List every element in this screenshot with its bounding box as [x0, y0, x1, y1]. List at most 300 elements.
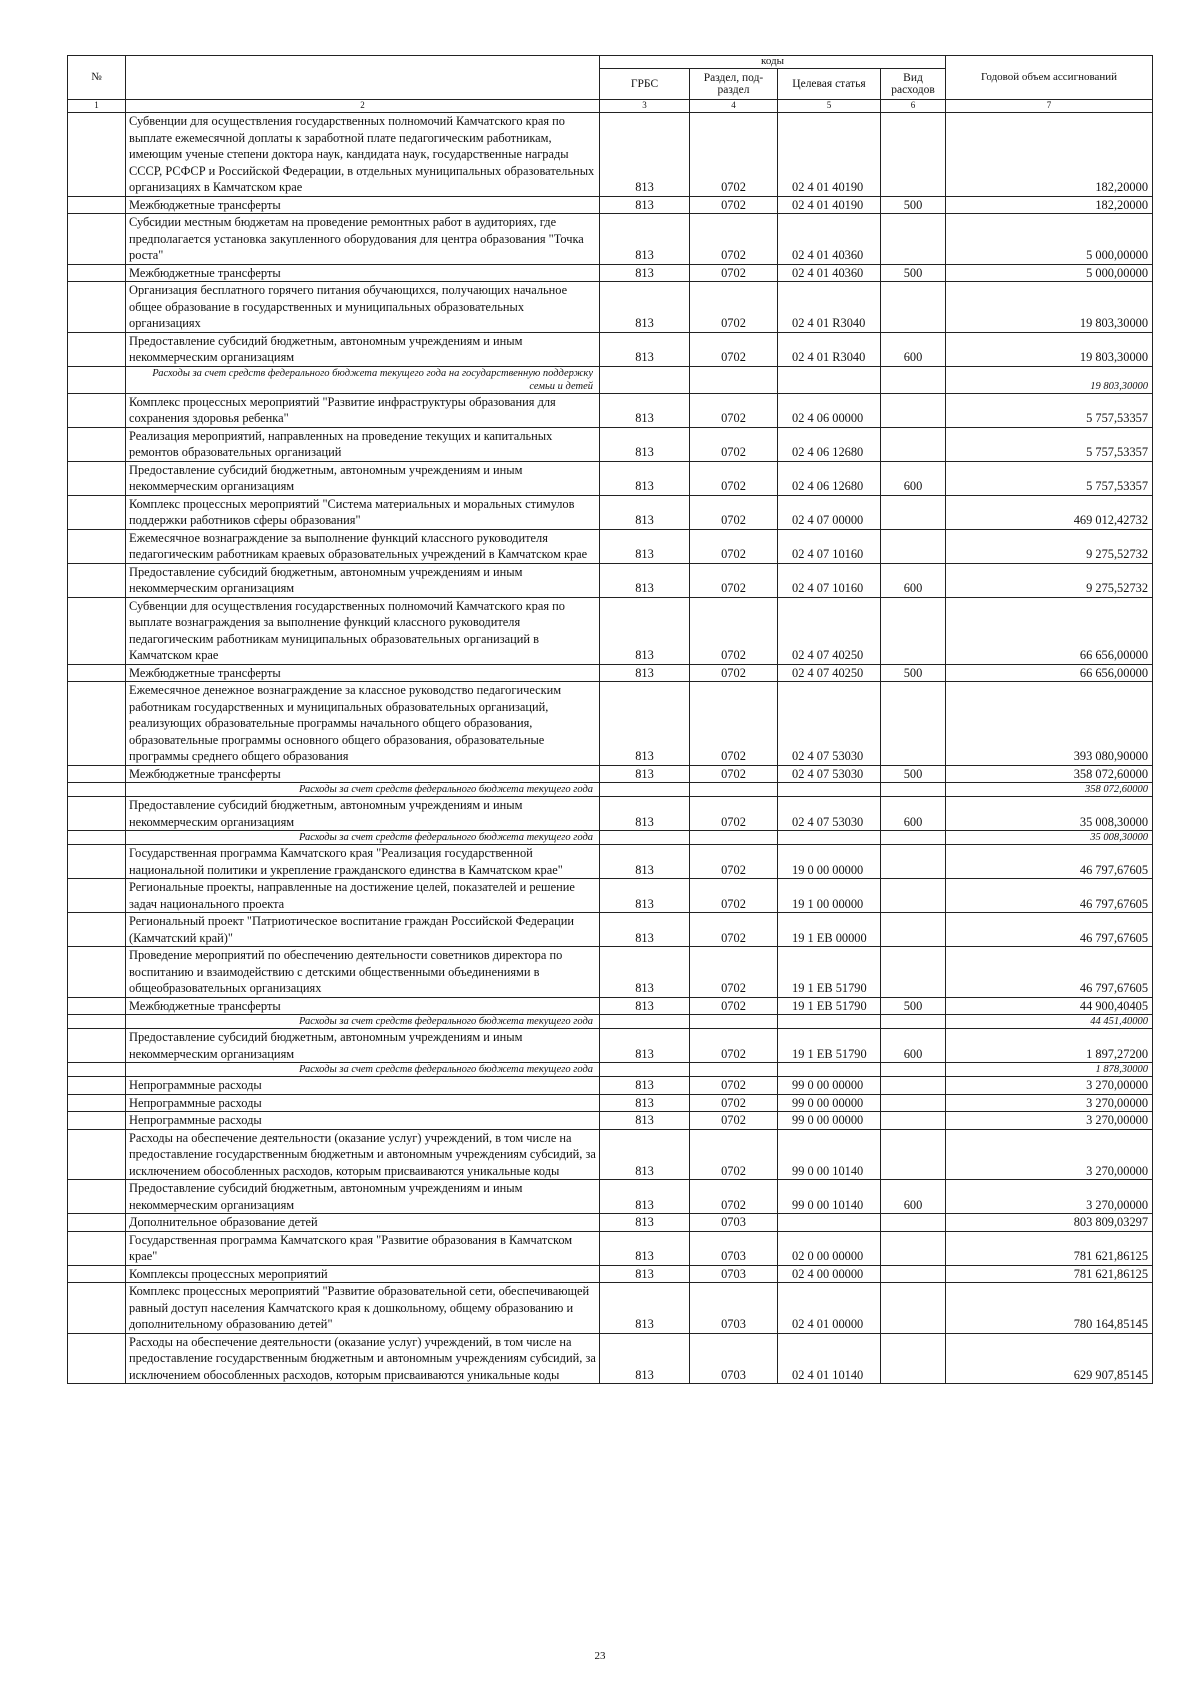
table-row	[68, 765, 1153, 783]
cell-name: Комплекс процессных мероприятий "Система материальных и моральных стимулов поддержки работников сферы образования"	[126, 495, 600, 529]
cell-num	[68, 1180, 126, 1214]
cell-num	[68, 113, 126, 197]
cell-name: Межбюджетные трансферты	[126, 765, 600, 783]
table-row	[68, 682, 1153, 766]
cell-name: Проведение мероприятий по обеспечению деятельности советников директора по воспитанию и взаимодействию с детскими общественными объединениями в общеобразовательных организациях	[126, 947, 600, 998]
col-number: 1	[68, 100, 126, 113]
header-codes: коды	[600, 56, 946, 69]
cell-target: 02 4 01 40360	[778, 214, 881, 265]
cell-amount: 5 000,00000	[946, 214, 1153, 265]
cell-num	[68, 1231, 126, 1265]
cell-amount: 46 797,67605	[946, 947, 1153, 998]
cell-grbs	[600, 1063, 690, 1077]
cell-vid: 500	[881, 264, 946, 282]
cell-amount: 66 656,00000	[946, 664, 1153, 682]
cell-name: Расходы за счет средств федерального бюджета текущего года	[126, 1015, 600, 1029]
table-row-federal-note	[68, 1015, 1153, 1029]
table-row	[68, 196, 1153, 214]
cell-amount: 182,20000	[946, 113, 1153, 197]
cell-name: Расходы за счет средств федерального бюджета текущего года	[126, 783, 600, 797]
cell-grbs	[600, 1015, 690, 1029]
cell-name: Комплекс процессных мероприятий "Развитие образовательной сети, обеспечивающей равный доступ населения Камчатского края к дошкольному, общему образованию и дополнительному образованию детей"	[126, 1283, 600, 1334]
cell-target: 02 4 07 10160	[778, 563, 881, 597]
cell-vid	[881, 282, 946, 333]
cell-vid	[881, 1077, 946, 1095]
cell-vid: 600	[881, 461, 946, 495]
cell-num	[68, 1063, 126, 1077]
table-row	[68, 113, 1153, 197]
cell-amount: 3 270,00000	[946, 1077, 1153, 1095]
cell-num	[68, 1029, 126, 1063]
cell-grbs: 813	[600, 427, 690, 461]
table-row	[68, 597, 1153, 664]
cell-razdel	[690, 1063, 778, 1077]
table-row-federal-note	[68, 783, 1153, 797]
cell-name: Межбюджетные трансферты	[126, 264, 600, 282]
cell-num	[68, 563, 126, 597]
cell-name: Расходы за счет средств федерального бюджета текущего года на государственную поддержку семьи и детей	[126, 366, 600, 393]
cell-amount: 19 803,30000	[946, 366, 1153, 393]
col-number: 3	[600, 100, 690, 113]
table-row	[68, 1094, 1153, 1112]
cell-vid	[881, 831, 946, 845]
cell-razdel: 0702	[690, 797, 778, 831]
cell-razdel: 0702	[690, 427, 778, 461]
table-row	[68, 997, 1153, 1015]
cell-amount: 66 656,00000	[946, 597, 1153, 664]
cell-target: 02 4 00 00000	[778, 1265, 881, 1283]
cell-grbs: 813	[600, 393, 690, 427]
cell-name: Региональные проекты, направленные на достижение целей, показателей и решение задач национального проекта	[126, 879, 600, 913]
cell-grbs: 813	[600, 1265, 690, 1283]
cell-num	[68, 1129, 126, 1180]
cell-grbs: 813	[600, 196, 690, 214]
table-row	[68, 214, 1153, 265]
table-row	[68, 879, 1153, 913]
header-name	[126, 56, 600, 100]
table-row	[68, 1214, 1153, 1232]
cell-num	[68, 282, 126, 333]
cell-target: 19 1 EB 51790	[778, 1029, 881, 1063]
cell-target: 02 4 01 R3040	[778, 332, 881, 366]
cell-target: 02 4 07 10160	[778, 529, 881, 563]
cell-vid	[881, 1015, 946, 1029]
cell-name: Предоставление субсидий бюджетным, автономным учреждениям и иным некоммерческим организациям	[126, 797, 600, 831]
budget-table	[67, 55, 1153, 1384]
cell-amount: 5 757,53357	[946, 461, 1153, 495]
cell-amount: 358 072,60000	[946, 783, 1153, 797]
table-row	[68, 461, 1153, 495]
cell-vid	[881, 1214, 946, 1232]
cell-razdel	[690, 831, 778, 845]
cell-num	[68, 947, 126, 998]
cell-num	[68, 913, 126, 947]
cell-vid	[881, 913, 946, 947]
cell-num	[68, 214, 126, 265]
cell-vid: 600	[881, 1029, 946, 1063]
cell-target: 02 4 07 40250	[778, 664, 881, 682]
cell-vid	[881, 1231, 946, 1265]
cell-grbs: 813	[600, 1333, 690, 1384]
cell-amount: 780 164,85145	[946, 1283, 1153, 1334]
cell-target: 02 4 06 12680	[778, 427, 881, 461]
cell-grbs: 813	[600, 1214, 690, 1232]
cell-razdel: 0702	[690, 597, 778, 664]
cell-razdel: 0702	[690, 332, 778, 366]
header-grbs: ГРБС	[600, 69, 690, 100]
cell-grbs: 813	[600, 495, 690, 529]
cell-vid	[881, 879, 946, 913]
cell-amount: 5 000,00000	[946, 264, 1153, 282]
col-number: 6	[881, 100, 946, 113]
cell-target	[778, 366, 881, 393]
cell-grbs: 813	[600, 529, 690, 563]
cell-grbs: 813	[600, 879, 690, 913]
cell-target: 02 4 06 00000	[778, 393, 881, 427]
cell-target	[778, 783, 881, 797]
cell-num	[68, 1283, 126, 1334]
cell-num	[68, 682, 126, 766]
table-row	[68, 563, 1153, 597]
cell-target: 02 4 01 10140	[778, 1333, 881, 1384]
cell-name: Предоставление субсидий бюджетным, автономным учреждениям и иным некоммерческим организациям	[126, 332, 600, 366]
cell-vid	[881, 1063, 946, 1077]
cell-vid	[881, 427, 946, 461]
cell-target: 02 4 07 53030	[778, 765, 881, 783]
budget-table-sheet	[67, 55, 1152, 1384]
cell-razdel: 0703	[690, 1283, 778, 1334]
table-row	[68, 427, 1153, 461]
cell-num	[68, 264, 126, 282]
cell-num	[68, 1112, 126, 1130]
table-row	[68, 332, 1153, 366]
cell-name: Комплексы процессных мероприятий	[126, 1265, 600, 1283]
cell-grbs: 813	[600, 797, 690, 831]
cell-amount: 781 621,86125	[946, 1265, 1153, 1283]
cell-num	[68, 366, 126, 393]
col-number: 5	[778, 100, 881, 113]
cell-target: 02 4 07 53030	[778, 682, 881, 766]
cell-grbs: 813	[600, 947, 690, 998]
table-row	[68, 797, 1153, 831]
cell-name: Государственная программа Камчатского края "Реализация государственной национальной политики и укрепление гражданского единства в Камчатском крае"	[126, 845, 600, 879]
cell-grbs: 813	[600, 765, 690, 783]
table-row	[68, 264, 1153, 282]
cell-num	[68, 461, 126, 495]
cell-target: 99 0 00 00000	[778, 1112, 881, 1130]
cell-vid	[881, 529, 946, 563]
cell-num	[68, 1015, 126, 1029]
cell-grbs: 813	[600, 664, 690, 682]
cell-target: 02 4 07 53030	[778, 797, 881, 831]
cell-razdel: 0702	[690, 529, 778, 563]
cell-razdel: 0702	[690, 1112, 778, 1130]
cell-amount: 1 878,30000	[946, 1063, 1153, 1077]
cell-num	[68, 664, 126, 682]
cell-name: Межбюджетные трансферты	[126, 664, 600, 682]
cell-grbs: 813	[600, 214, 690, 265]
cell-razdel: 0702	[690, 1129, 778, 1180]
cell-amount: 5 757,53357	[946, 427, 1153, 461]
table-row-federal-note	[68, 831, 1153, 845]
cell-vid	[881, 1094, 946, 1112]
cell-amount: 803 809,03297	[946, 1214, 1153, 1232]
cell-amount: 19 803,30000	[946, 332, 1153, 366]
cell-amount: 629 907,85145	[946, 1333, 1153, 1384]
cell-name: Межбюджетные трансферты	[126, 997, 600, 1015]
cell-amount: 46 797,67605	[946, 913, 1153, 947]
cell-target: 19 1 EB 00000	[778, 913, 881, 947]
cell-amount: 44 451,40000	[946, 1015, 1153, 1029]
header-num: №	[68, 56, 126, 100]
cell-vid	[881, 366, 946, 393]
cell-target: 02 0 00 00000	[778, 1231, 881, 1265]
cell-vid	[881, 1129, 946, 1180]
cell-vid	[881, 393, 946, 427]
cell-vid: 600	[881, 332, 946, 366]
cell-grbs: 813	[600, 563, 690, 597]
cell-name: Расходы на обеспечение деятельности (оказание услуг) учреждений, в том числе на предоставление государственным бюджетным и автономным учреждениям субсидий, за исключением обособленных расходов, которым присваиваются уникальные коды	[126, 1129, 600, 1180]
cell-target: 02 4 01 R3040	[778, 282, 881, 333]
cell-vid	[881, 1283, 946, 1334]
cell-name: Субвенции для осуществления государственных полномочий Камчатского края по выплате вознаграждения за выполнение функций классного руководителя педагогическим работникам муниципальных образовательных организаций в Камчатском крае	[126, 597, 600, 664]
cell-num	[68, 1265, 126, 1283]
table-row	[68, 529, 1153, 563]
page-number: 23	[594, 1650, 606, 1662]
cell-num	[68, 845, 126, 879]
table-row	[68, 1333, 1153, 1384]
cell-razdel: 0702	[690, 913, 778, 947]
cell-amount: 19 803,30000	[946, 282, 1153, 333]
cell-amount: 46 797,67605	[946, 879, 1153, 913]
cell-razdel: 0702	[690, 1077, 778, 1095]
table-row	[68, 1283, 1153, 1334]
cell-razdel: 0702	[690, 765, 778, 783]
cell-vid	[881, 1333, 946, 1384]
cell-vid	[881, 783, 946, 797]
cell-target: 99 0 00 10140	[778, 1129, 881, 1180]
cell-grbs: 813	[600, 913, 690, 947]
cell-razdel: 0702	[690, 1094, 778, 1112]
cell-vid	[881, 214, 946, 265]
cell-grbs: 813	[600, 461, 690, 495]
cell-num	[68, 196, 126, 214]
cell-razdel: 0702	[690, 196, 778, 214]
cell-razdel	[690, 783, 778, 797]
cell-amount: 3 270,00000	[946, 1180, 1153, 1214]
cell-amount: 781 621,86125	[946, 1231, 1153, 1265]
cell-target: 19 1 00 00000	[778, 879, 881, 913]
cell-razdel: 0703	[690, 1265, 778, 1283]
cell-grbs: 813	[600, 1283, 690, 1334]
table-row	[68, 1231, 1153, 1265]
cell-razdel: 0703	[690, 1333, 778, 1384]
cell-grbs	[600, 366, 690, 393]
cell-amount: 35 008,30000	[946, 797, 1153, 831]
cell-grbs: 813	[600, 113, 690, 197]
cell-razdel	[690, 1015, 778, 1029]
cell-razdel: 0702	[690, 214, 778, 265]
cell-vid: 600	[881, 563, 946, 597]
cell-razdel: 0702	[690, 664, 778, 682]
cell-amount: 358 072,60000	[946, 765, 1153, 783]
cell-vid: 500	[881, 997, 946, 1015]
cell-name: Непрограммные расходы	[126, 1077, 600, 1095]
cell-target: 19 1 EB 51790	[778, 947, 881, 998]
cell-vid: 500	[881, 196, 946, 214]
cell-razdel: 0703	[690, 1214, 778, 1232]
cell-razdel: 0702	[690, 879, 778, 913]
cell-name: Дополнительное образование детей	[126, 1214, 600, 1232]
cell-num	[68, 332, 126, 366]
cell-amount: 3 270,00000	[946, 1129, 1153, 1180]
cell-grbs: 813	[600, 1180, 690, 1214]
cell-amount: 46 797,67605	[946, 845, 1153, 879]
cell-grbs: 813	[600, 282, 690, 333]
table-row	[68, 495, 1153, 529]
cell-target: 02 4 07 40250	[778, 597, 881, 664]
table-row	[68, 664, 1153, 682]
cell-amount: 44 900,40405	[946, 997, 1153, 1015]
cell-name: Расходы за счет средств федерального бюджета текущего года	[126, 831, 600, 845]
cell-target: 02 4 01 00000	[778, 1283, 881, 1334]
cell-num	[68, 1333, 126, 1384]
cell-razdel: 0703	[690, 1231, 778, 1265]
cell-name: Реализация мероприятий, направленных на проведение текущих и капитальных ремонтов образовательных организаций	[126, 427, 600, 461]
cell-vid	[881, 597, 946, 664]
cell-vid	[881, 682, 946, 766]
cell-amount: 35 008,30000	[946, 831, 1153, 845]
table-row	[68, 1112, 1153, 1130]
table-row	[68, 1029, 1153, 1063]
cell-name: Субвенции для осуществления государственных полномочий Камчатского края по выплате ежемесячной доплаты к заработной плате педагогическим работникам, имеющим ученые степени доктора наук, кандидата наук, государственные награды СССР, РСФСР и Российской Федерации, в отдельных муниципальных образовательных организациях в Камчатском крае	[126, 113, 600, 197]
cell-num	[68, 427, 126, 461]
cell-num	[68, 765, 126, 783]
cell-razdel: 0702	[690, 113, 778, 197]
cell-razdel: 0702	[690, 1180, 778, 1214]
header-vid: Вид расходов	[881, 69, 946, 100]
cell-grbs	[600, 831, 690, 845]
cell-target	[778, 1214, 881, 1232]
cell-name: Региональный проект "Патриотическое воспитание граждан Российской Федерации (Камчатский край)"	[126, 913, 600, 947]
header-target: Целевая статья	[778, 69, 881, 100]
cell-grbs: 813	[600, 1077, 690, 1095]
cell-razdel	[690, 366, 778, 393]
cell-grbs: 813	[600, 1231, 690, 1265]
cell-vid: 600	[881, 797, 946, 831]
table-row	[68, 913, 1153, 947]
cell-razdel: 0702	[690, 264, 778, 282]
cell-target	[778, 1015, 881, 1029]
cell-grbs: 813	[600, 1094, 690, 1112]
cell-target: 19 0 00 00000	[778, 845, 881, 879]
cell-name: Ежемесячное денежное вознаграждение за классное руководство педагогическим работникам государственных и муниципальных образовательных организаций, реализующих образовательные программы начального общего образования, образовательные программы основного общего образования, образовательные программы среднего общего образования	[126, 682, 600, 766]
table-row	[68, 947, 1153, 998]
table-row	[68, 1129, 1153, 1180]
cell-name: Организация бесплатного горячего питания обучающихся, получающих начальное общее образование в государственных и муниципальных образовательных организациях	[126, 282, 600, 333]
cell-amount: 3 270,00000	[946, 1094, 1153, 1112]
table-row-federal-note	[68, 1063, 1153, 1077]
cell-name: Расходы за счет средств федерального бюджета текущего года	[126, 1063, 600, 1077]
cell-name: Предоставление субсидий бюджетным, автономным учреждениям и иным некоммерческим организациям	[126, 1029, 600, 1063]
cell-grbs: 813	[600, 1112, 690, 1130]
cell-target: 02 4 01 40360	[778, 264, 881, 282]
cell-razdel: 0702	[690, 947, 778, 998]
cell-grbs: 813	[600, 264, 690, 282]
cell-target: 99 0 00 10140	[778, 1180, 881, 1214]
table-row-federal-note	[68, 366, 1153, 393]
cell-amount: 393 080,90000	[946, 682, 1153, 766]
cell-grbs: 813	[600, 682, 690, 766]
cell-name: Ежемесячное вознаграждение за выполнение функций классного руководителя педагогическим работникам краевых образовательных учреждений в Камчатском крае	[126, 529, 600, 563]
cell-grbs: 813	[600, 1129, 690, 1180]
cell-grbs: 813	[600, 1029, 690, 1063]
table-row	[68, 845, 1153, 879]
cell-num	[68, 997, 126, 1015]
header-amount: Годовой объем ассигнований	[946, 56, 1153, 100]
cell-target	[778, 831, 881, 845]
table-body	[68, 113, 1153, 1384]
table-row	[68, 393, 1153, 427]
cell-amount: 469 012,42732	[946, 495, 1153, 529]
cell-vid	[881, 1112, 946, 1130]
cell-num	[68, 393, 126, 427]
cell-amount: 5 757,53357	[946, 393, 1153, 427]
cell-num	[68, 783, 126, 797]
cell-target: 99 0 00 00000	[778, 1077, 881, 1095]
cell-name: Предоставление субсидий бюджетным, автономным учреждениям и иным некоммерческим организациям	[126, 1180, 600, 1214]
cell-vid: 500	[881, 765, 946, 783]
table-row	[68, 1180, 1153, 1214]
cell-name: Предоставление субсидий бюджетным, автономным учреждениям и иным некоммерческим организациям	[126, 563, 600, 597]
cell-grbs: 813	[600, 845, 690, 879]
cell-razdel: 0702	[690, 282, 778, 333]
cell-razdel: 0702	[690, 1029, 778, 1063]
cell-name: Непрограммные расходы	[126, 1094, 600, 1112]
cell-num	[68, 495, 126, 529]
cell-grbs	[600, 783, 690, 797]
cell-razdel: 0702	[690, 495, 778, 529]
col-number: 7	[946, 100, 1153, 113]
table-row	[68, 1077, 1153, 1095]
table-row	[68, 282, 1153, 333]
cell-grbs: 813	[600, 597, 690, 664]
cell-amount: 3 270,00000	[946, 1112, 1153, 1130]
cell-amount: 182,20000	[946, 196, 1153, 214]
cell-target: 99 0 00 00000	[778, 1094, 881, 1112]
cell-vid: 600	[881, 1180, 946, 1214]
cell-name: Непрограммные расходы	[126, 1112, 600, 1130]
cell-grbs: 813	[600, 332, 690, 366]
header-razdel: Раздел, под- раздел	[690, 69, 778, 100]
cell-target: 02 4 07 00000	[778, 495, 881, 529]
cell-num	[68, 597, 126, 664]
cell-amount: 1 897,27200	[946, 1029, 1153, 1063]
cell-amount: 9 275,52732	[946, 563, 1153, 597]
cell-target	[778, 1063, 881, 1077]
cell-num	[68, 1094, 126, 1112]
cell-target: 19 1 EB 51790	[778, 997, 881, 1015]
cell-razdel: 0702	[690, 563, 778, 597]
cell-name: Предоставление субсидий бюджетным, автономным учреждениям и иным некоммерческим организациям	[126, 461, 600, 495]
cell-razdel: 0702	[690, 845, 778, 879]
cell-vid: 500	[881, 664, 946, 682]
cell-name: Комплекс процессных мероприятий "Развитие инфраструктуры образования для сохранения здоровья ребенка"	[126, 393, 600, 427]
cell-grbs: 813	[600, 997, 690, 1015]
cell-vid	[881, 845, 946, 879]
cell-num	[68, 1214, 126, 1232]
cell-razdel: 0702	[690, 682, 778, 766]
